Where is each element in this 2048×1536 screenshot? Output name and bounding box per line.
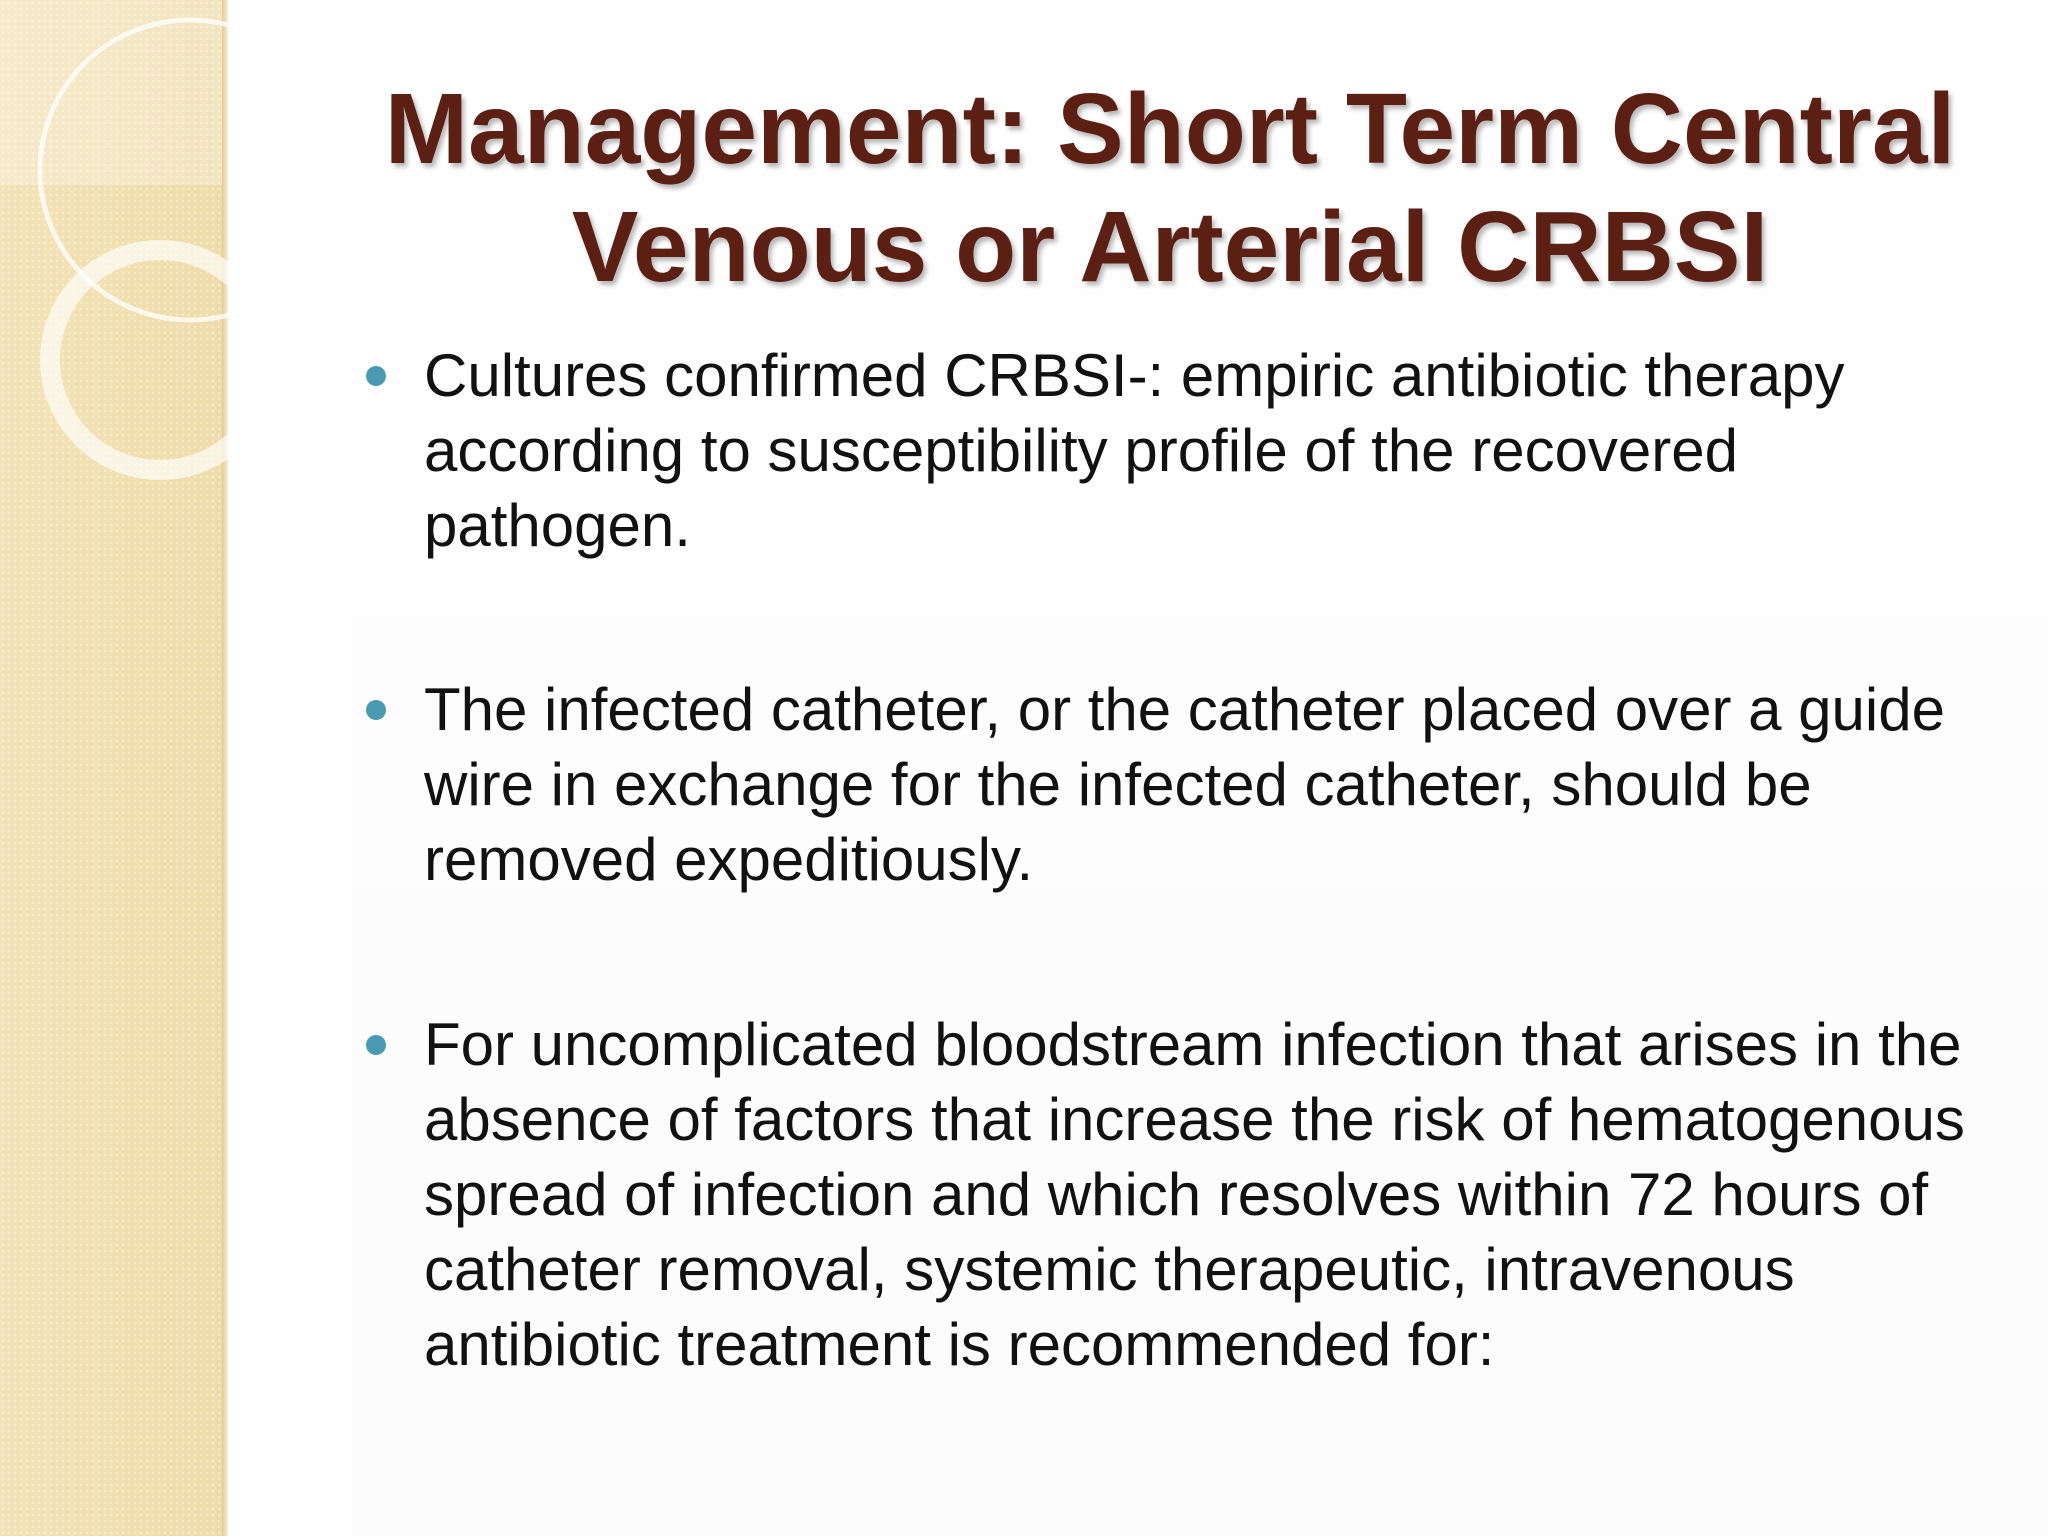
bullet-dot-icon bbox=[366, 700, 386, 720]
slide-title: Management: Short Term Central Venous or Arterial CRBSI bbox=[384, 73, 1956, 303]
bullet-text: For uncomplicated bloodstream infection that arises in the absence of factors that increase the risk of hematogenous spread of infection and which resolves within 72 hours of catheter removal, systemic therapeutic, intravenous antibiotic treatment is recommended for: bbox=[424, 1011, 1965, 1378]
side-band-edge bbox=[222, 0, 228, 1536]
bullet-text: Cultures confirmed CRBSI-: empiric antibiotic therapy according to susceptibility profile of the recovered pathogen. bbox=[424, 342, 1845, 559]
bullet-dot-icon bbox=[366, 366, 386, 386]
bullet-text: The infected catheter, or the catheter placed over a guide wire in exchange for the infected catheter, should be removed expeditiously. bbox=[424, 676, 1945, 893]
bullet-dot-icon bbox=[366, 1035, 386, 1055]
decorative-side-band bbox=[0, 0, 226, 1536]
decorative-top-shade bbox=[0, 0, 226, 185]
